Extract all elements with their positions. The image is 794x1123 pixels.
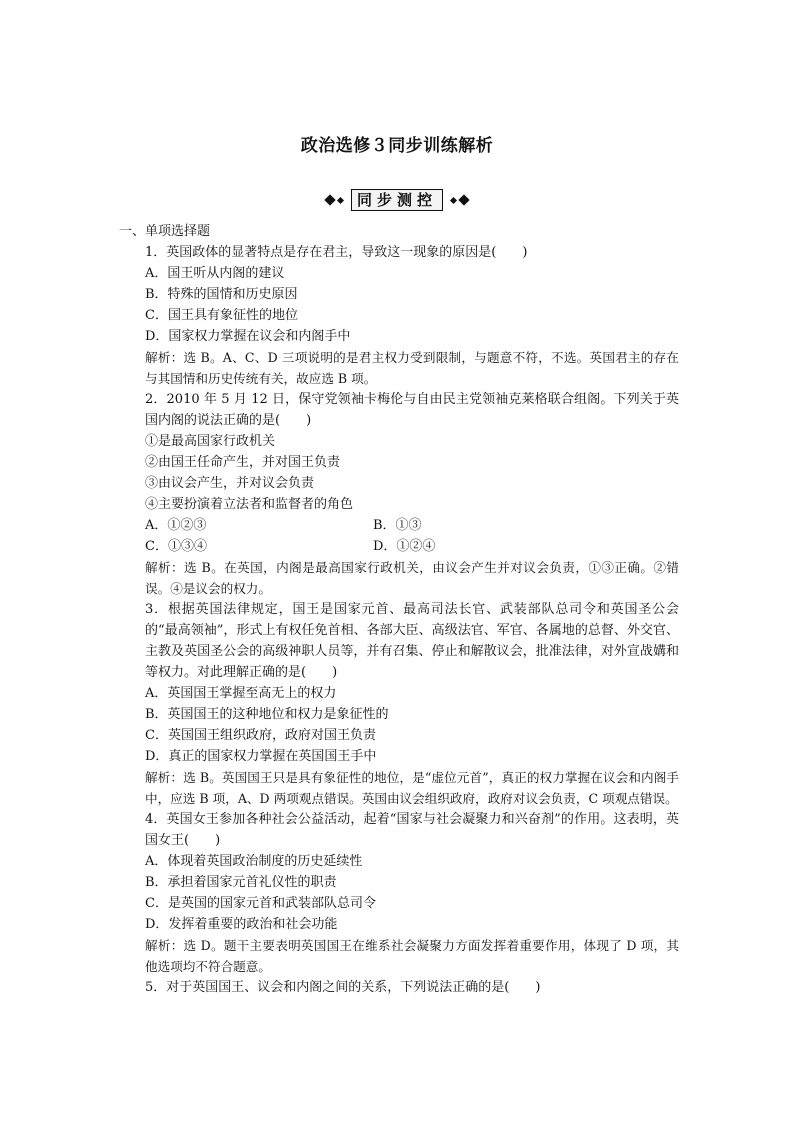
question-2-explanation: 解析：选 B。在英国，内阁是最高国家行政机关，由议会产生并对议会负责，①③正确。②错误。④是议会的权力。 xyxy=(145,560,679,596)
question-2-statement-2: ②由国王任命产生，并对国王负责 xyxy=(145,455,341,470)
question-2-options-row-2 xyxy=(119,536,679,557)
question-1-stem: 1．英国政体的显著特点是存在君主，导致这一现象的原因是( ) xyxy=(145,245,528,260)
question-1-explanation: 解析：选 B。A、C、D 三项说明的是君主权力受到限制，与题意不符，不选。英国君主的存在与其国情和历史传统有关，故应选 B 项。 xyxy=(145,350,679,386)
question-2-option-c: C．①③④ xyxy=(145,539,207,554)
section-banner xyxy=(0,189,794,211)
question-2-statement-1: ①是最高国家行政机关 xyxy=(145,434,276,449)
diamond-icon xyxy=(324,194,335,205)
question-1-option-d: D．国家权力掌握在议会和内阁手中 xyxy=(145,329,351,344)
question-2-option-d: D．①②④ xyxy=(373,539,436,554)
question-3-stem: 3．根据英国法律规定，国王是国家元首、最高司法长官、武装部队总司令和英国圣公会的“最高领袖”，形式上有权任免首相、各部大臣、高级法官、军官、各属地的总督、外交官、主教及英国圣公会的高级神职人员等，并有召集、停止和解散议会，批准法律，对外宣战媾和等权力。对此理解正确的是( ) xyxy=(145,602,679,680)
diamond-icon xyxy=(458,194,469,205)
page-title: 政治选修３同步训练解析 xyxy=(300,136,494,156)
question-4-option-c: C．是英国的国家元首和武装部队总司令 xyxy=(145,896,376,911)
question-4-option-a: A．体现着英国政治制度的历史延续性 xyxy=(145,854,363,869)
question-3-option-d: D．真正的国家权力掌握在英国国王手中 xyxy=(145,749,377,764)
question-4-explanation: 解析：选 D。题干主要表明英国国王在维系社会凝聚力方面发挥着重要作用，体现了 D 项，其他选项均不符合题意。 xyxy=(145,938,679,974)
question-content xyxy=(119,221,679,998)
question-1-option-b: B．特殊的国情和历史原因 xyxy=(145,287,298,302)
question-2-statement-4: ④主要扮演着立法者和监督者的角色 xyxy=(145,497,354,512)
question-4-option-b: B．承担着国家元首礼仪性的职责 xyxy=(145,875,337,890)
question-5-stem: 5．对于英国国王、议会和内阁之间的关系，下列说法正确的是( ) xyxy=(145,980,541,995)
question-3-option-c: C．英国国王组织政府，政府对国王负责 xyxy=(145,728,376,743)
small-diamond-icon xyxy=(450,196,457,203)
question-1-option-a: A．国王听从内阁的建议 xyxy=(145,266,285,281)
question-2-stem: 2．2010 年 5 月 12 日，保守党领袖卡梅伦与自由民主党领袖克莱格联合组阁。下列关于英国内阁的说法正确的是( ) xyxy=(145,392,679,428)
question-2-options-row-1 xyxy=(119,515,679,536)
question-4-stem: 4．英国女王参加各种社会公益活动，起着“国家与社会凝聚力和兴奋剂”的作用。这表明，英国女王( ) xyxy=(145,812,679,848)
section-heading: 一、单项选择题 xyxy=(119,224,211,239)
question-3-option-a: A．英国国王掌握至高无上的权力 xyxy=(145,686,337,701)
question-2-option-a: A．①②③ xyxy=(145,518,207,533)
banner-label: 同步测控 xyxy=(351,189,443,211)
question-2-option-b: B．①③ xyxy=(373,518,422,533)
question-4-option-d: D．发挥着重要的政治和社会功能 xyxy=(145,917,338,932)
question-3-option-b: B．英国国王的这种地位和权力是象征性的 xyxy=(145,707,389,722)
question-1-option-c: C．国王具有象征性的地位 xyxy=(145,308,298,323)
small-diamond-icon xyxy=(337,196,344,203)
question-2-statement-3: ③由议会产生，并对议会负责 xyxy=(145,476,315,491)
question-3-explanation: 解析：选 B。英国国王只是具有象征性的地位，是“虚位元首”，真正的权力掌握在议会和内阁手中，应选 B 项，A、D 两项观点错误。英国由议会组织政府，政府对议会负责，C 项观点错误。 xyxy=(145,770,679,806)
